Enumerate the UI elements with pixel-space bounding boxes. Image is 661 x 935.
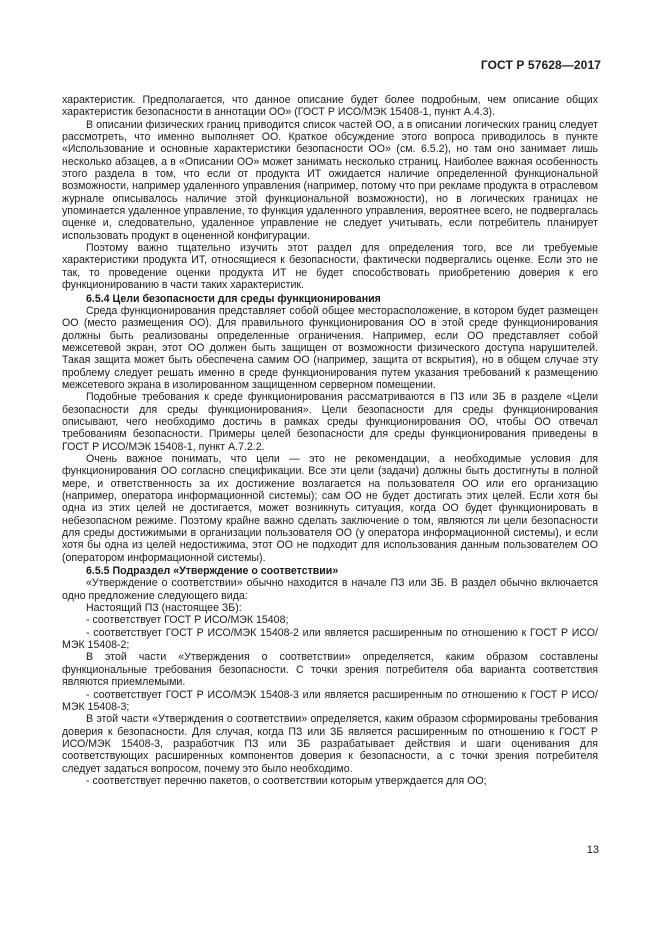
paragraph-physical-boundaries: В описании физических границ приводится список частей ОО, а в описании логических границ следует рассмотреть, что именно выполняет ОО. Краткое обсуждение этого вопроса приводилось в пункте «Использование и основные характеристики безопасности ОО» (см. 6.5.2), но там оно занимает лишь несколько абзацев, а в «Описании ОО» может занимать несколько страниц. Наиболее важная особенность этого раздела в том, что если от продукта ИТ ожидается наличие определенной функциональной возможности, например удаленного управления (например, потому что при рекламе продукта в отраслевом журнале описывалось наличие этой функциональной возможности), но в логических границах не упоминается удаленное управление, то функция удаленного управления, вероятнее всего, не подвергалась оценке и, следовательно, удаленное управление не следует учитывать, если потребитель планирует использовать продукт в оцененной конфигурации. <box>62 118 598 242</box>
paragraph-assurance-requirements: В этой части «Утверждения о соответствии» определяется, каким образом сформированы требования доверия к безопасности. Для случая, когда ПЗ или ЗБ является расширенным по отношению к ГОСТ Р ИСО/МЭК 15408-3, разработчик ПЗ или ЗБ разрабатывает действия и шаги оценивания для соответствующих расширенных компонентов доверия к безопасности, а с точки зрения потребителя следует задаться вопросом, почему это было необходимо. <box>62 713 598 775</box>
paragraph-objectives-importance: Очень важное понимать, что цели — это не рекомендации, а необходимые условия для функционирования ОО согласно спецификации. Все эти цели (задачи) должны быть достигнуты в полной мере, и ответственность за их достижение возлагается на пользователя ОО или его организацию (например, оператора информационной системы); сам ОО не будет достигать этих целей. Если хотя бы одна из этих целей не достигается, может возникнуть ситуация, когда ОО будет функционировать в небезопасном режиме. Поэтому крайне важно сделать заключение о том, являются ли цели безопасности для среды достижимыми в организации пользователя ОО (у оператора информационной системы), и если хотя бы одна из целей недостижима, этот ОО не подходит для использования данным пользователем ОО (оператором информационной системы). <box>62 452 598 564</box>
section-heading-6-5-4: 6.5.4 Цели безопасности для среды функционирования <box>86 292 381 305</box>
list-item-conforms-15408-3: - соответствует ГОСТ Р ИСО/МЭК 15408-3 или является расширенным по отношению к ГОСТ Р ИСО/МЭК 15408-3; <box>62 688 598 713</box>
paragraph-continuation: характеристик. Предполагается, что данное описание будет более подробным, чем описание общих характеристик безопасности в аннотации ОО» (ГОСТ Р ИСО/МЭК 15408-1, пункт А.4.3). <box>62 94 598 119</box>
paragraph-conformance-intro: «Утверждение о соответствии» обычно находится в начале ПЗ или ЗБ. В раздел обычно включается одно предложение следующего вида: <box>62 577 598 602</box>
paragraph-functional-requirements: В этой части «Утверждения о соответствии» определяется, каким образом составлены функциональные требования безопасности. С точки зрения потребителя оба варианта соответствия являются приемлемыми. <box>62 651 598 689</box>
paragraph-operational-environment: Среда функционирования представляет собой общее месторасположение, в котором будет размещен ОО (место размещения ОО). Для правильного функционирования ОО в этой среде функционирования должны быть реализованы определенные ограничения. Например, если ОО представляет собой межсетевой экран, этот ОО должен быть защищен от возможности физического доступа нарушителей. Такая защита может быть обеспечена самим ОО (например, защита от вскрытия), но в общем случае эту проблему следует решать именно в среде функционирования путем указания требований к размещению межсетевого экрана в изолированном защищенном серверном помещении. <box>62 304 598 391</box>
document-header-standard: ГОСТ Р 57628—2017 <box>480 58 601 72</box>
section-heading-6-5-5: 6.5.5 Подраздел «Утверждение о соответствии» <box>86 565 339 578</box>
document-body <box>62 94 598 787</box>
list-item-conforms-15408-2: - соответствует ГОСТ Р ИСО/МЭК 15408-2 или является расширенным по отношению к ГОСТ Р ИСО/МЭК 15408-2; <box>62 626 598 652</box>
paragraph-this-pp: Настоящий ПЗ (настоящее ЗБ): <box>86 602 242 615</box>
list-item-conforms-packages: - соответствует перечню пакетов, о соответствии которым утверждается для ОО; <box>86 774 487 787</box>
page-number: 13 <box>586 844 599 856</box>
paragraph-environment-requirements: Подобные требования к среде функционирования рассматриваются в ПЗ или ЗБ в разделе «Цели безопасности для среды функционирования». Цели безопасности для среды функционирования описывают, чего необходимо достичь в рамках среды функционирования ОО, чтобы ОО отвечал требованиям безопасности. Примеры целей безопасности для среды функционирования приведены в ГОСТ Р ИСО/МЭК 15408-1, пункт А.7.2.2. <box>62 391 598 453</box>
paragraph-review-section: Поэтому важно тщательно изучить этот раздел для определения того, все ли требуемые характеристики продукта ИТ, относящиеся к безопасности, фактически подвергались оценке. Если это не так, то проведение оценки продукта ИТ не будет способствовать приобретению доверия к его функционированию в части таких характеристик. <box>62 242 598 292</box>
list-item-conforms-15408: - соответствует ГОСТ Р ИСО/МЭК 15408; <box>86 614 289 627</box>
